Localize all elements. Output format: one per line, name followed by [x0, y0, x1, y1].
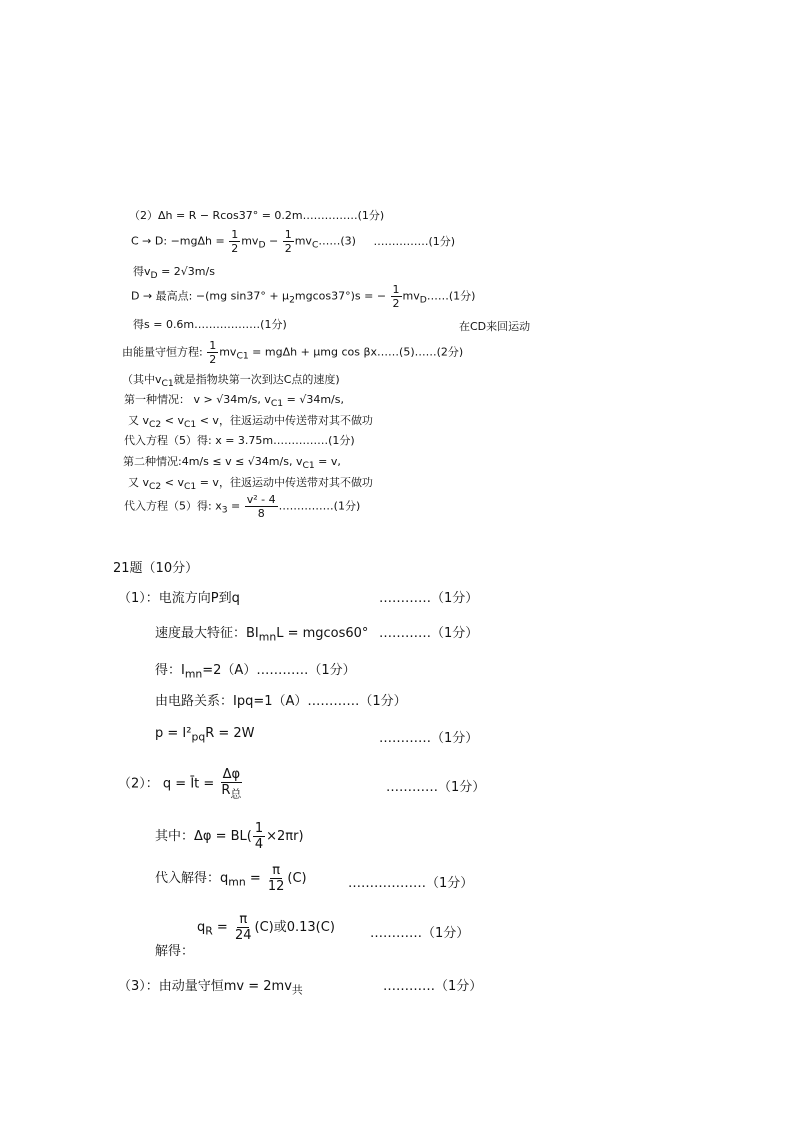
line-delta-h: （2）Δh = R − Rcos37° = 0.2m……………(1分) [129, 209, 385, 222]
line-q1-current: 得：$I_{mn}=2(A)\dots\dots\dots\dots(1$分） [155, 663, 356, 681]
line-energy: 由能量守恒方程: $\frac{1}{2}$ $mv_{C1} = mg\Delta h + \mu mg$ cos βx……(5)……(2分) [122, 339, 464, 366]
line-q2: （2）： q = Īt = $\frac{\Delta\varphi}{R_总}$ [118, 767, 242, 801]
line-q1-speed: 速度最大特征：$BI_{mn}L = mgcos60^\circ$ [155, 626, 369, 644]
line-case2: 第二种情况:4m/s ≤ v ≤ √34m/s, $v_{C1} = v$, [123, 455, 341, 472]
line-case1-result: 代入方程（5）得: x = 3.75m……………(1分) [124, 434, 355, 447]
line-q3: （3）：由动量守恒mv = $2mv_共$ [118, 979, 303, 997]
score-q3: …………（1分） [383, 979, 483, 994]
fraction-pi-12: $\frac{\pi}{12}$ [267, 863, 285, 894]
line-d-to-top: D → 最高点: −(mg $\sin 37^\circ + \mu_2mgcos37^\circ)s$ = − $\frac{1}{2}$ $mv_D\dots\dots(1$分) [131, 283, 476, 310]
line-q1-power: $p = I^2_{pq}R = 2W$ [155, 726, 255, 744]
fraction-half: $\frac{1}{2}$ [209, 339, 217, 366]
fraction-quarter: $\frac{1}{4}$ [254, 821, 264, 852]
line-cd-note: 在CD来回运动 [459, 320, 531, 333]
line-q1: （1）：电流方向P到q [118, 591, 240, 606]
fraction-q2: $\frac{\Delta\varphi}{R_总}$ [221, 767, 242, 801]
fraction-half: $\frac{1}{2}$ [392, 283, 400, 310]
line-q2-qr: $q_R$ = $\frac{\pi}{24}$ (C)或0.13(C) [197, 912, 335, 943]
score-q2: …………（1分） [386, 780, 486, 795]
line-s: 得s = 0.6m………………(1分) [133, 318, 287, 331]
fraction-x3: $\frac{\text{v² - 4}}{8}$ [246, 493, 276, 520]
line-case2-b: 又 $v_{C2} < v_{C1} = v$，往返运动中传送带对其不做功 [128, 476, 373, 493]
fraction-half: $\frac{1}{2}$ [284, 228, 292, 255]
heading-q21: 21题（10分） [113, 561, 199, 576]
line-c-to-d: C → D: −mgΔh = $\frac{1}{2}$ $mv_D$ − $\frac{1}{2}$ $mv_C\dots\dots(3)$ ……………(1分) [131, 228, 456, 255]
line-q2-solve: 解得： [155, 944, 195, 959]
score-q2-qr: …………（1分） [370, 926, 470, 941]
line-q2-qmn: 代入解得：$q_{mn}$ = $\frac{\pi}{12}$ (C) [155, 863, 307, 894]
line-note-vc1: （其中$v_{C1}$就是指物块第一次到达C点的速度) [122, 373, 340, 390]
score-q2-qmn: ………………（1分） [348, 876, 474, 891]
line-q2-flux: 其中：Δφ = BL( $\frac{1}{4}$ ×2πr) [155, 821, 304, 852]
score-q1-power: …………（1分） [379, 731, 479, 746]
fraction-half: $\frac{1}{2}$ [231, 228, 239, 255]
line-q1-circuit: 由电路关系：Ipq=1（A）…………（1分） [155, 694, 407, 709]
line-vd: 得$v_D = 2√3m/s$ [133, 265, 215, 282]
line-case1: 第一种情况： v > √34m/s, $v_{C1} = √34m/s$, [124, 393, 344, 410]
fraction-pi-24: $\frac{\pi}{24}$ [234, 912, 252, 943]
score-q1: …………（1分） [379, 591, 479, 606]
line-case2-result: 代入方程（5）得: $x_3$ = $\frac{\text{v² - 4}}{8}$ ……………(1分) [124, 493, 361, 520]
score-q1-speed: …………（1分） [379, 626, 479, 641]
line-case1-b: 又 $v_{C2} < v_{C1} < v$，往返运动中传送带对其不做功 [128, 414, 373, 431]
